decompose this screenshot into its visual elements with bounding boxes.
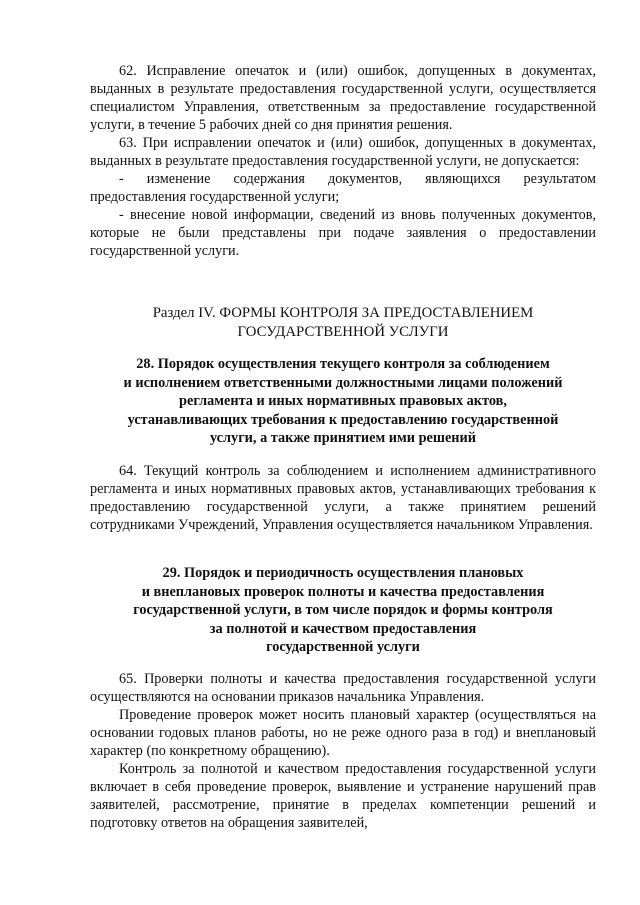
section-4-title-line-1: Раздел IV. ФОРМЫ КОНТРОЛЯ ЗА ПРЕДОСТАВЛЕНИЕМ [152, 305, 534, 321]
paragraph-65: 65. Проверки полноты и качества предоставления государственной услуги осуществляются на основании приказов начальника Управления. [90, 671, 596, 705]
paragraph-65-control-scope: Контроль за полнотой и качеством предоставления государственной услуги включает в себя проведение проверок, выявление и устранение нарушений прав заявителей, рассмотрение, принятие в пределах компетенции решений и подготовку ответов на обращения заявителей, [90, 761, 596, 831]
paragraph-62-block [90, 62, 596, 260]
heading-28-line-4: устанавливающих требования к предоставлению государственной [127, 411, 559, 428]
paragraph-63: 63. При исправлении опечаток и (или) ошибок, допущенных в документах, выданных в результате предоставления государственной услуги, не допускается: [90, 135, 596, 169]
heading-29-line-5: государственной услуги [266, 639, 420, 655]
paragraph-64: 64. Текущий контроль за соблюдением и исполнением административного регламента и иных нормативных правовых актов, устанавливающих требования к предоставлению государственной услуги, а также принятием решений сотрудниками Учреждений, Управления осуществляется начальником Управления. [90, 463, 596, 533]
heading-28-line-2: и исполнением ответственными должностными лицами положений [123, 374, 563, 391]
paragraph-65-block [90, 670, 596, 832]
section-4-title [90, 304, 596, 342]
section-4-title-line-2: ГОСУДАРСТВЕННОЙ УСЛУГИ [237, 324, 449, 340]
heading-29 [90, 564, 596, 657]
heading-29-line-1: 29. Порядок и периодичность осуществления плановых [162, 565, 524, 581]
paragraph-65-planned-checks: Проведение проверок может носить плановый характер (осуществляться на основании годовых планов работы, но не реже одного раза в год) и внеплановый характер (по конкретному обращению). [90, 707, 596, 759]
heading-28 [90, 355, 596, 448]
heading-28-line-1: 28. Порядок осуществления текущего контроля за соблюдением [136, 356, 550, 372]
heading-29-line-4: за полнотой и качеством предоставления [209, 620, 477, 637]
heading-29-line-3: государственной услуги, в том числе порядок и формы контроля [133, 602, 553, 618]
paragraph-63-item-2: - внесение новой информации, сведений из вновь полученных документов, которые не были представлены при подаче заявления о предоставлении государственной услуги. [90, 207, 596, 259]
paragraph-62: 62. Исправление опечаток и (или) ошибок, допущенных в документах, выданных в результате предоставления государственной услуги, осуществляется специалистом Управления, ответственным за предоставление государственной услуги, в течение 5 рабочих дней со дня принятия решения. [90, 63, 596, 133]
paragraph-63-item-1: - изменение содержания документов, являющихся результатом предоставления государственной услуги; [90, 171, 596, 205]
paragraph-64-block [90, 462, 596, 534]
heading-28-line-5: услуги, а также принятием ими решений [209, 430, 477, 446]
heading-29-line-2: и внеплановых проверок полноты и качества предоставления [141, 583, 545, 600]
heading-28-line-3: регламента и иных нормативных правовых актов, [179, 393, 507, 409]
